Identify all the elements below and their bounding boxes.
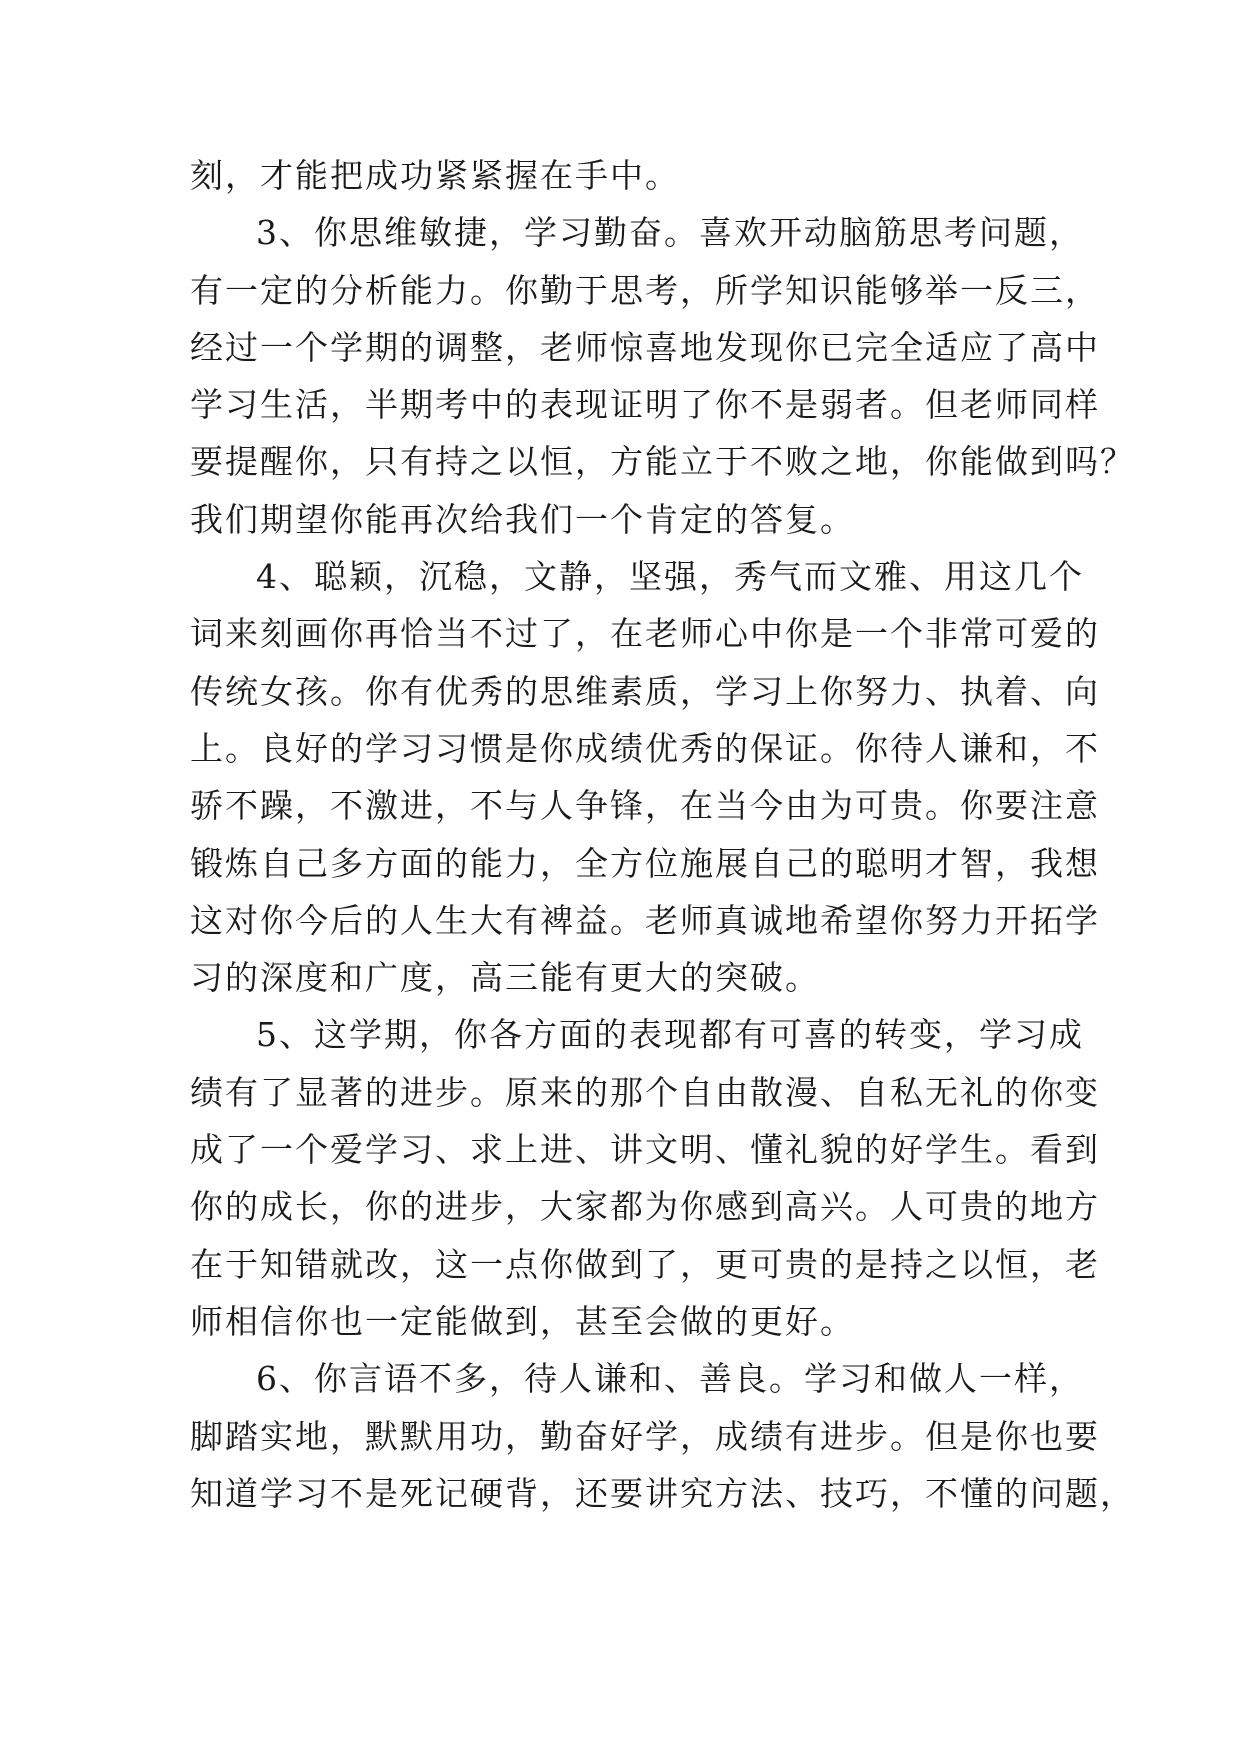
text-line: 词来刻画你再恰当不过了，在老师心中你是一个非常可爱的: [190, 614, 1100, 654]
text-line: 成了一个爱学习、求上进、讲文明、懂礼貌的好学生。看到: [190, 1130, 1100, 1170]
text-line: 你的成长，你的进步，大家都为你感到高兴。人可贵的地方: [190, 1187, 1100, 1227]
text-line: 绩有了显著的进步。原来的那个自由散漫、自私无礼的你变: [190, 1072, 1100, 1112]
text-line: 有一定的分析能力。你勤于思考，所学知识能够举一反三，: [190, 270, 1100, 310]
text-line: 5、这学期，你各方面的表现都有可喜的转变，学习成: [256, 1015, 1084, 1055]
body-text: [190, 147, 1135, 1522]
text-line: 刻，才能把成功紧紧握在手中。: [190, 156, 680, 195]
text-line: 6、你言语不多，待人谦和、善良。学习和做人一样，: [256, 1359, 1084, 1399]
text-line: 我们期望你能再次给我们一个肯定的答复。: [190, 499, 855, 539]
text-line: 在于知错就改，这一点你做到了，更可贵的是持之以恒，老: [190, 1244, 1100, 1284]
text-line: 传统女孩。你有优秀的思维素质，学习上你努力、执着、向: [190, 671, 1100, 711]
text-line: 骄不躁，不激进，不与人争锋，在当今由为可贵。你要注意: [190, 786, 1100, 826]
text-line: 知道学习不是死记硬背，还要讲究方法、技巧，不懂的问题，: [190, 1473, 1135, 1513]
text-line: 学习生活，半期考中的表现证明了你不是弱者。但老师同样: [190, 385, 1100, 425]
text-line: 师相信你也一定能做到，甚至会做的更好。: [190, 1301, 855, 1341]
text-line: 经过一个学期的调整，老师惊喜地发现你已完全适应了高中: [190, 327, 1100, 367]
text-line: 这对你今后的人生大有裨益。老师真诚地希望你努力开拓学: [190, 900, 1100, 940]
text-line: 要提醒你，只有持之以恒，方能立于不败之地，你能做到吗？: [190, 442, 1135, 482]
text-line: 锻炼自己多方面的能力，全方位施展自己的聪明才智，我想: [190, 843, 1100, 883]
text-line: 脚踏实地，默默用功，勤奋好学，成绩有进步。但是你也要: [190, 1416, 1100, 1456]
text-line: 上。良好的学习习惯是你成绩优秀的保证。你待人谦和，不: [190, 728, 1100, 768]
text-line: 习的深度和广度，高三能有更大的突破。: [190, 958, 820, 998]
text-line: 3、你思维敏捷，学习勤奋。喜欢开动脑筋思考问题，: [256, 213, 1084, 253]
text-line: 4、聪颖，沉稳，文静，坚强，秀气而文雅、用这几个: [256, 557, 1084, 597]
